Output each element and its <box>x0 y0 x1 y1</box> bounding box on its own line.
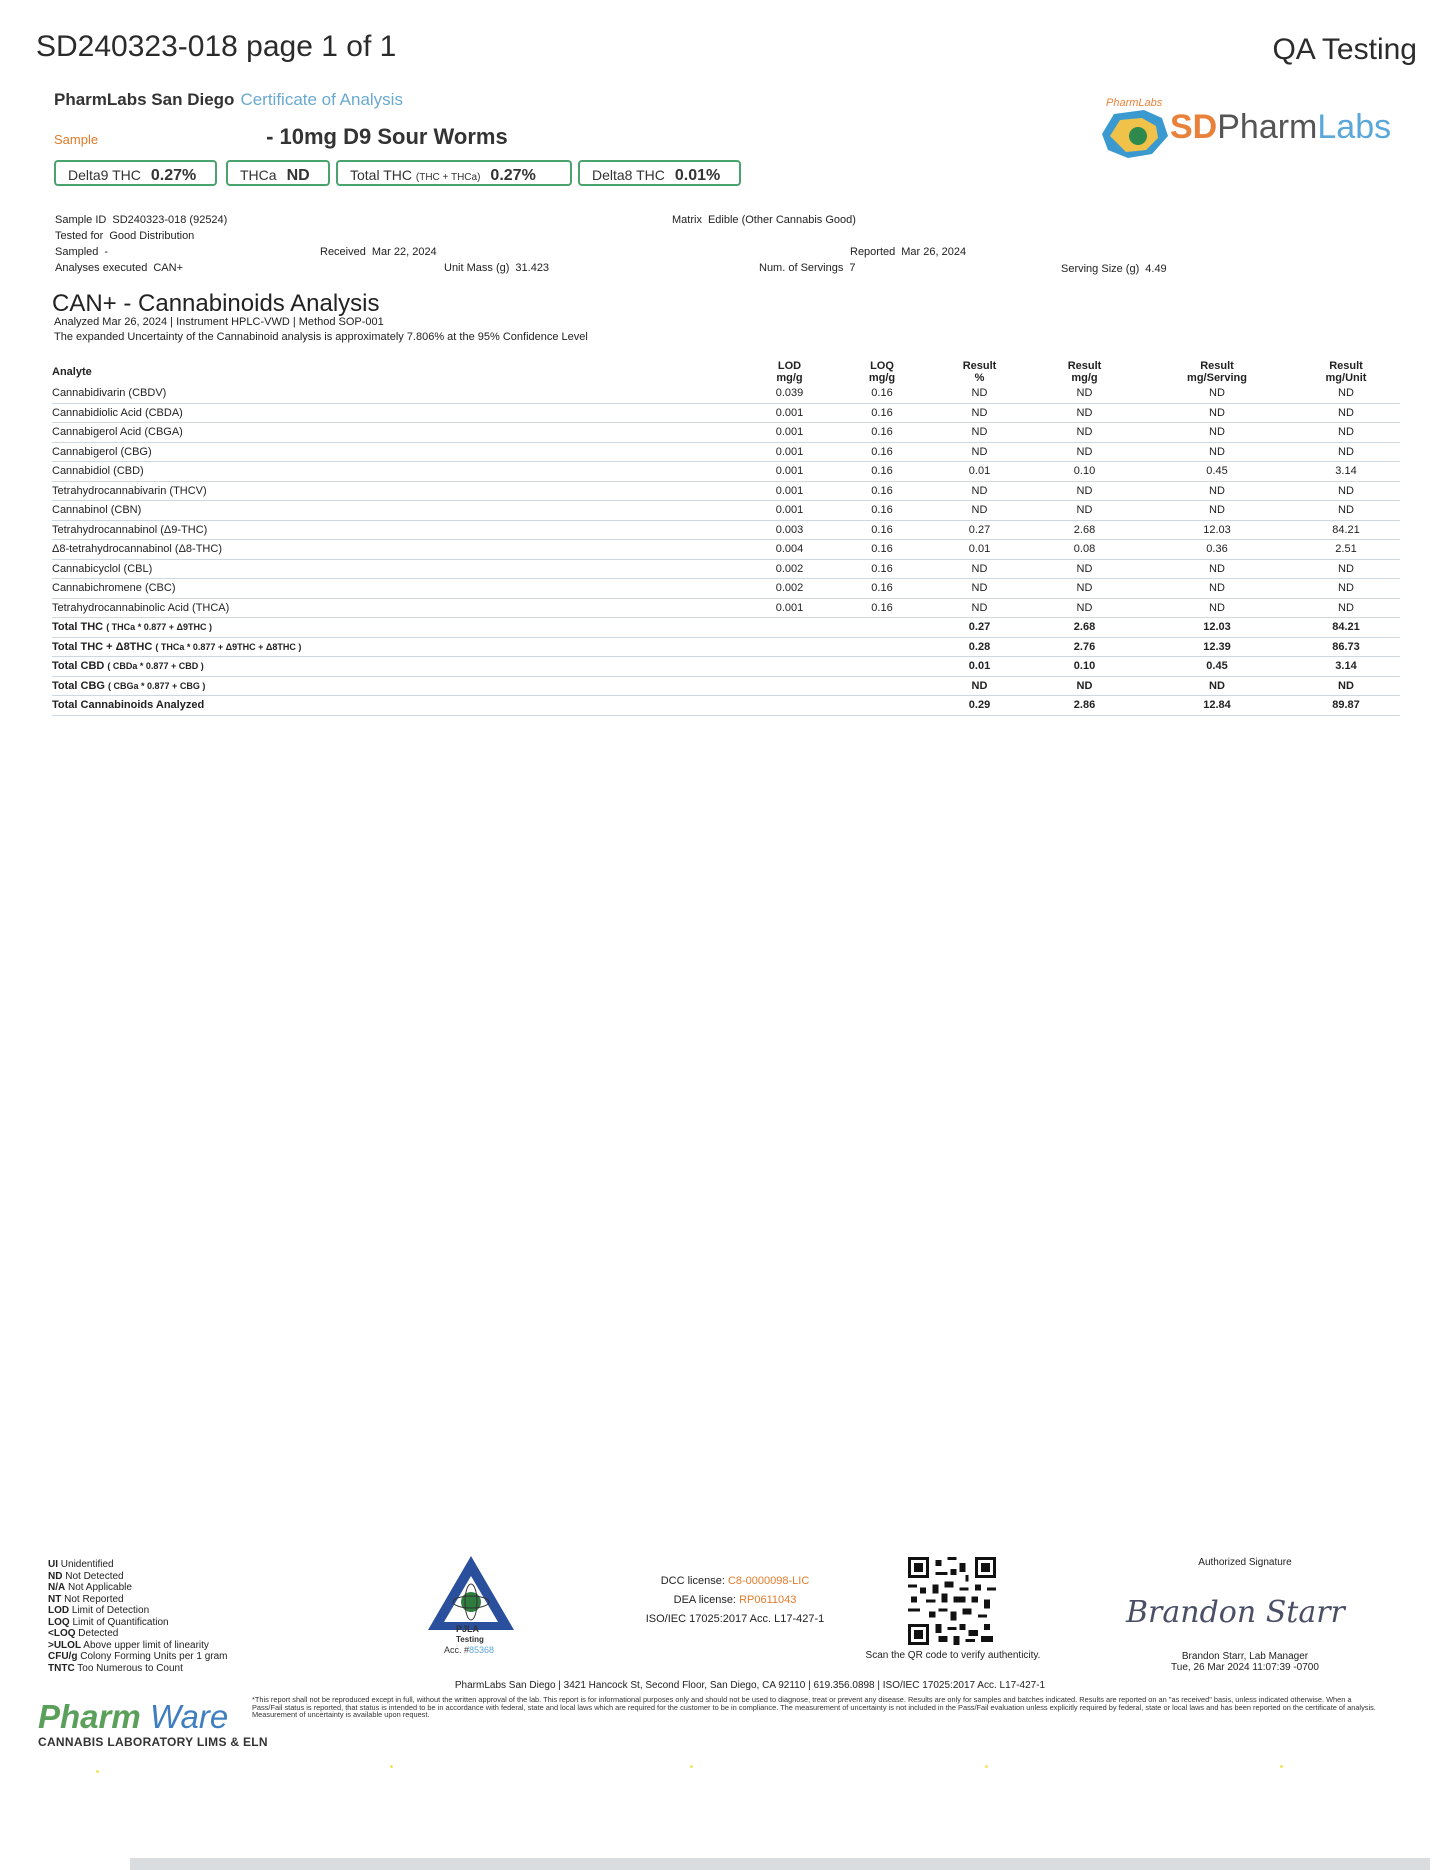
legend-item: >ULOL Above upper limit of linearity <box>48 1639 209 1651</box>
document-title: SD240323-018 page 1 of 1 <box>36 30 397 63</box>
info-servings <box>759 262 856 274</box>
total-row <box>52 618 1400 638</box>
table-row <box>52 481 1400 501</box>
cell-total-serving: ND <box>1209 679 1225 692</box>
cell-lod: 0.001 <box>775 504 804 516</box>
cell-result-pct: ND <box>971 562 988 575</box>
table-row <box>52 598 1400 618</box>
cell-analyte: Cannabichromene (CBC) <box>52 582 176 594</box>
cell-total-analyte <box>52 657 747 677</box>
info-matrix <box>672 214 856 226</box>
coa-label: Certificate of Analysis <box>240 90 403 109</box>
cell-total-analyte <box>52 676 747 696</box>
info-unit-mass <box>444 262 549 274</box>
cell-empty <box>747 618 832 638</box>
info-value: 31.423 <box>515 262 550 274</box>
uncertainty-line: The expanded Uncertainty of the Cannabinoid analysis is approximately 7.806% at the 95% Confidence Level <box>54 331 588 343</box>
cell-total-analyte <box>52 637 747 657</box>
cell-lod: 0.001 <box>775 406 804 419</box>
cell-analyte: Δ8-tetrahydrocannabinol (Δ8-THC) <box>52 543 222 555</box>
info-value: - <box>104 246 109 258</box>
cell-empty <box>747 637 832 657</box>
pill-label: THCa <box>240 167 277 183</box>
cell-loq: 0.16 <box>871 465 893 477</box>
cell-result-pct: 0.01 <box>968 465 991 477</box>
signatory <box>1140 1651 1350 1673</box>
info-value: 7 <box>849 262 856 274</box>
cell-analyte: Cannabigerol Acid (CBGA) <box>52 426 183 438</box>
scan-artifact <box>985 1765 988 1768</box>
pharmware-tagline: CANNABIS LABORATORY LIMS & ELN <box>38 1735 268 1749</box>
sample-name: - 10mg D9 Sour Worms <box>266 124 508 149</box>
info-value: CAN+ <box>153 262 183 274</box>
cell-loq: 0.16 <box>871 504 893 516</box>
info-label: Matrix <box>672 214 702 226</box>
table-row <box>52 403 1400 423</box>
dea-license: DEA license: RP0611043 <box>673 1594 797 1606</box>
cell-total-mgg: ND <box>1076 679 1093 692</box>
cell-result-mgg: ND <box>1076 562 1093 575</box>
cell-lod: 0.001 <box>775 465 804 477</box>
cell-result-unit: ND <box>1338 484 1354 497</box>
table-row <box>52 559 1400 579</box>
cell-total-pct: ND <box>971 679 988 692</box>
cell-result-pct: ND <box>971 601 988 614</box>
cell-total-analyte <box>52 618 747 638</box>
info-label: Serving Size (g) <box>1061 263 1140 275</box>
cell-analyte: Cannabidiol (CBD) <box>52 465 144 477</box>
total-row <box>52 676 1400 696</box>
handwritten-signature <box>1118 1588 1368 1634</box>
cell-result-unit: ND <box>1338 562 1354 575</box>
info-label: Analyses executed <box>55 262 148 274</box>
cell-lod: 0.001 <box>775 445 804 458</box>
qa-testing-label: QA Testing <box>1272 33 1417 66</box>
col-header-result-pct: Result % <box>962 360 997 384</box>
lab-address: PharmLabs San Diego | 3421 Hancock St, Second Floor, San Diego, CA 92110 | 619.356.0898 | ISO/IEC 17025:2017 Acc. L17-427-1 <box>454 1680 1046 1691</box>
pjla-label: PJLA Testing <box>456 1624 484 1644</box>
cell-result-serving: 0.36 <box>1206 543 1228 555</box>
table-row <box>52 540 1400 560</box>
cell-empty <box>747 676 832 696</box>
logo-labs: Labs <box>1317 108 1392 146</box>
cell-result-pct: ND <box>971 484 988 497</box>
col-header-loq: LOQ mg/g <box>868 360 896 384</box>
pill-value: 0.01% <box>674 167 721 184</box>
cell-total-pct: 0.01 <box>968 660 991 672</box>
cell-lod: 0.002 <box>775 582 804 594</box>
cell-total-unit: 84.21 <box>1332 621 1360 633</box>
pharmware-logo-pharm: Pharm <box>38 1698 141 1735</box>
section-title: CAN+ - Cannabinoids Analysis <box>52 290 380 317</box>
info-reported <box>850 246 966 258</box>
table-row <box>52 501 1400 521</box>
cell-result-pct: 0.01 <box>968 543 991 555</box>
pill-label: Delta8 THC <box>592 167 665 183</box>
cell-lod: 0.001 <box>775 426 804 438</box>
cell-empty <box>747 657 832 677</box>
cell-result-mgg: ND <box>1076 601 1093 614</box>
info-label: Reported <box>850 246 896 258</box>
cell-result-serving: ND <box>1209 582 1225 594</box>
iso-accreditation: ISO/IEC 17025:2017 Acc. L17-427-1 <box>645 1613 825 1625</box>
info-value: Good Distribution <box>109 230 195 242</box>
logo-sd: SD <box>1170 108 1218 146</box>
col-header-result-mgg: Result mg/g <box>1067 360 1102 384</box>
cell-total-serving: 12.03 <box>1203 621 1231 633</box>
cell-loq: 0.16 <box>871 562 893 575</box>
cell-result-unit: ND <box>1338 445 1354 458</box>
cell-result-serving: ND <box>1209 601 1225 614</box>
pill-sub: (THC + THCa) <box>415 172 481 183</box>
lab-name-text: PharmLabs San Diego <box>54 90 235 109</box>
logo-wordmark <box>1170 108 1391 147</box>
total-name: Total Cannabinoids Analyzed <box>52 699 205 711</box>
cell-result-serving: ND <box>1209 445 1225 458</box>
info-label: Received <box>320 246 366 258</box>
info-received <box>320 246 437 258</box>
cell-total-mgg: 2.76 <box>1073 640 1096 653</box>
info-label: Sample ID <box>55 214 107 226</box>
cell-result-mgg: ND <box>1076 387 1093 399</box>
cell-result-serving: ND <box>1209 406 1225 419</box>
total-name: Total CBD <box>52 660 105 672</box>
cell-result-mgg: ND <box>1076 426 1093 438</box>
cell-loq: 0.16 <box>871 484 893 497</box>
col-header-result-serving: Result mg/Serving <box>1187 360 1247 384</box>
info-label: Num. of Servings <box>759 262 844 274</box>
cell-lod: 0.039 <box>775 387 804 399</box>
legend-item: CFU/g Colony Forming Units per 1 gram <box>48 1651 228 1662</box>
sample-redacted-area <box>104 134 266 144</box>
pill-label: Total THC <box>350 167 412 183</box>
cell-result-unit: ND <box>1338 387 1354 399</box>
pill-delta9-thc <box>54 160 217 186</box>
table-row <box>52 442 1400 462</box>
cell-lod: 0.001 <box>775 601 804 614</box>
pjla-acc: Acc. #85368 <box>444 1645 495 1655</box>
cell-result-pct: ND <box>971 582 988 594</box>
signature-script: Brandon Starr <box>1126 1595 1345 1630</box>
cell-lod: 0.001 <box>775 484 804 497</box>
signature-date: Tue, 26 Mar 2024 11:07:39 -0700 <box>1171 1662 1319 1673</box>
cell-result-mgg: ND <box>1076 406 1093 419</box>
cannabinoid-results-table <box>52 348 1400 716</box>
legend-item: LOQ Limit of Quantification <box>48 1616 169 1628</box>
cell-total-unit: 3.14 <box>1335 660 1357 672</box>
pill-thca <box>226 160 330 186</box>
analyzed-line: Analyzed Mar 26, 2024 | Instrument HPLC-VWD | Method SOP-001 <box>54 316 384 328</box>
cell-analyte: Tetrahydrocannabivarin (THCV) <box>52 484 207 497</box>
cell-result-serving: ND <box>1209 387 1225 399</box>
cell-total-unit: 89.87 <box>1332 699 1360 711</box>
cell-result-unit: 84.21 <box>1332 523 1360 536</box>
cell-total-analyte <box>52 696 747 716</box>
cell-empty <box>832 637 932 657</box>
pill-delta8-thc <box>578 160 741 186</box>
cell-result-serving: ND <box>1209 426 1225 438</box>
pharmware-logo-ware: Ware <box>150 1698 229 1735</box>
table-row <box>52 462 1400 482</box>
col-header-analyte: Analyte <box>52 366 92 378</box>
cell-result-mgg: ND <box>1076 582 1093 594</box>
cell-result-mgg: ND <box>1076 484 1093 497</box>
info-value: Edible (Other Cannabis Good) <box>707 214 856 226</box>
qr-caption: Scan the QR code to verify authenticity. <box>865 1650 1041 1661</box>
col-header-lod: LOD mg/g <box>776 360 803 384</box>
total-row <box>52 696 1400 716</box>
total-formula: ( THCa * 0.877 + Δ9THC + Δ8THC ) <box>155 641 302 652</box>
cell-total-pct: 0.28 <box>968 640 991 653</box>
cell-lod: 0.002 <box>775 562 804 575</box>
lab-name <box>54 90 403 110</box>
dcc-license: DCC license: C8-0000098-LIC <box>660 1575 810 1587</box>
cell-result-pct: ND <box>971 387 988 399</box>
table-row <box>52 579 1400 599</box>
cell-lod: 0.003 <box>775 523 804 536</box>
cell-result-serving: ND <box>1209 504 1225 516</box>
cell-loq: 0.16 <box>871 523 893 536</box>
cell-result-unit: ND <box>1338 582 1354 594</box>
cell-result-pct: 0.27 <box>968 523 991 536</box>
table-row <box>52 520 1400 540</box>
info-value: Mar 22, 2024 <box>371 246 437 258</box>
cell-loq: 0.16 <box>871 406 893 419</box>
cell-analyte: Cannabidivarin (CBDV) <box>52 387 167 399</box>
table-header-row <box>52 348 1400 384</box>
table-row <box>52 384 1400 403</box>
total-row <box>52 637 1400 657</box>
cell-result-unit: ND <box>1338 426 1354 438</box>
legend-item: N/A Not Applicable <box>48 1582 132 1593</box>
info-value: SD240323-018 (92524) <box>112 214 228 226</box>
pill-total-thc <box>336 160 572 186</box>
total-name: Total THC + Δ8THC <box>52 640 153 653</box>
total-formula: ( THCa * 0.877 + Δ9THC ) <box>106 622 212 632</box>
table-row <box>52 423 1400 443</box>
cell-loq: 0.16 <box>871 543 893 555</box>
info-value: 4.49 <box>1145 263 1167 275</box>
cell-empty <box>832 657 932 677</box>
legend-item: LOD Limit of Detection <box>48 1605 150 1616</box>
cell-result-pct: ND <box>971 426 988 438</box>
qr-code[interactable] <box>908 1557 996 1645</box>
info-analyses <box>55 262 183 274</box>
info-serving-size <box>1061 263 1167 275</box>
logo-pharm: Pharm <box>1217 108 1318 146</box>
cell-analyte: Cannabigerol (CBG) <box>52 445 152 458</box>
cell-total-unit: ND <box>1338 679 1354 692</box>
sample-line <box>54 124 508 150</box>
cell-loq: 0.16 <box>871 387 893 399</box>
cell-total-mgg: 2.86 <box>1073 699 1096 711</box>
logo-arc-text: PharmLabs <box>1106 97 1163 109</box>
cell-result-unit: ND <box>1338 406 1354 419</box>
signature-title: Authorized Signature <box>1198 1557 1292 1568</box>
cell-result-unit: ND <box>1338 504 1354 516</box>
cell-result-serving: ND <box>1209 484 1225 497</box>
info-label: Tested for <box>55 230 104 242</box>
cell-total-pct: 0.27 <box>968 621 991 633</box>
cell-empty <box>832 696 932 716</box>
cell-result-pct: ND <box>971 445 988 458</box>
scan-artifact <box>1280 1765 1283 1768</box>
cell-total-serving: 12.84 <box>1203 699 1231 711</box>
col-header-result-unit: Result mg/Unit <box>1325 360 1367 384</box>
cell-loq: 0.16 <box>871 582 893 594</box>
info-label: Unit Mass (g) <box>444 262 510 274</box>
cell-result-serving: 0.45 <box>1206 465 1228 477</box>
cell-result-unit: 2.51 <box>1335 543 1357 555</box>
legend-item: <LOQ Detected <box>48 1628 119 1639</box>
sample-tag: Sample <box>54 132 99 147</box>
cell-total-mgg: 0.10 <box>1073 660 1096 672</box>
info-sampled <box>55 246 108 258</box>
disclaimer: *This report shall not be reproduced except in full, without the written approval of the lab. This report is for informational purposes only and should not be used to diagnose, treat or prevent any disease. Results are only for samples and batches indicated. Results are reported on an "as received" basis, unless indicated otherwise. When a Pass/Fail status is reported, that status is intended to be in accordance with federal, state and local laws which are required for the customer to be in compliance. The measurement of uncertainty is not included in the Pass/Fail evaluation unless explicitly required by federal, state or local laws and has been reported on the certificate of analysis. Measurement of uncertainty is available upon request. <box>252 1695 1376 1720</box>
pill-value: ND <box>286 167 310 184</box>
cell-empty <box>832 618 932 638</box>
cell-total-serving: 0.45 <box>1206 660 1228 672</box>
cell-analyte: Cannabinol (CBN) <box>52 504 142 516</box>
legend-item: ND Not Detected <box>48 1570 124 1582</box>
cell-lod: 0.004 <box>775 543 804 555</box>
info-label: Sampled <box>55 246 99 258</box>
cell-analyte: Tetrahydrocannabinolic Acid (THCA) <box>52 601 230 614</box>
pill-label: Delta9 THC <box>68 167 141 183</box>
scan-artifact <box>96 1770 99 1773</box>
cell-result-mgg: ND <box>1076 504 1093 516</box>
legend-item: TNTC Too Numerous to Count <box>48 1662 183 1674</box>
cell-result-mgg: 0.10 <box>1073 465 1096 477</box>
total-row <box>52 657 1400 677</box>
scan-artifact <box>690 1765 693 1768</box>
license-block <box>610 1572 860 1629</box>
total-name: Total CBG <box>52 679 105 692</box>
cell-loq: 0.16 <box>871 426 893 438</box>
cell-analyte: Cannabidiolic Acid (CBDA) <box>52 406 183 419</box>
pill-value: 0.27% <box>150 167 197 184</box>
cell-result-serving: ND <box>1209 562 1225 575</box>
cell-result-pct: ND <box>971 406 988 419</box>
cell-loq: 0.16 <box>871 445 893 458</box>
cell-result-mgg: 2.68 <box>1073 523 1096 536</box>
info-sample-id <box>55 214 227 226</box>
cell-loq: 0.16 <box>871 601 893 614</box>
abbreviation-legend <box>48 1559 228 1674</box>
total-name: Total THC <box>52 621 104 633</box>
legend-item: NT Not Reported <box>48 1593 124 1605</box>
scan-artifact <box>390 1765 393 1768</box>
cell-empty <box>747 696 832 716</box>
signatory-name: Brandon Starr, Lab Manager <box>1181 1651 1309 1662</box>
cell-result-unit: ND <box>1338 601 1354 614</box>
cell-result-serving: 12.03 <box>1203 523 1231 536</box>
scan-edge <box>130 1858 1430 1870</box>
cell-result-pct: ND <box>971 504 988 516</box>
cell-result-mgg: ND <box>1076 445 1093 458</box>
legend-item: UI Unidentified <box>48 1559 114 1570</box>
cell-total-pct: 0.29 <box>968 699 991 711</box>
cell-result-unit: 3.14 <box>1335 465 1357 477</box>
cell-total-serving: 12.39 <box>1203 640 1231 653</box>
cell-total-unit: 86.73 <box>1332 640 1360 653</box>
cell-result-mgg: 0.08 <box>1073 543 1096 555</box>
total-formula: ( CBGa * 0.877 + CBG ) <box>108 680 206 691</box>
cell-empty <box>832 676 932 696</box>
pill-value: 0.27% <box>490 167 536 184</box>
cell-analyte: Cannabicyclol (CBL) <box>52 562 153 575</box>
total-formula: ( CBDa * 0.877 + CBD ) <box>107 661 204 671</box>
info-tested-for <box>55 230 194 242</box>
info-value: Mar 26, 2024 <box>901 246 967 258</box>
cell-analyte: Tetrahydrocannabinol (Δ9-THC) <box>52 523 208 536</box>
cell-total-mgg: 2.68 <box>1073 621 1096 633</box>
